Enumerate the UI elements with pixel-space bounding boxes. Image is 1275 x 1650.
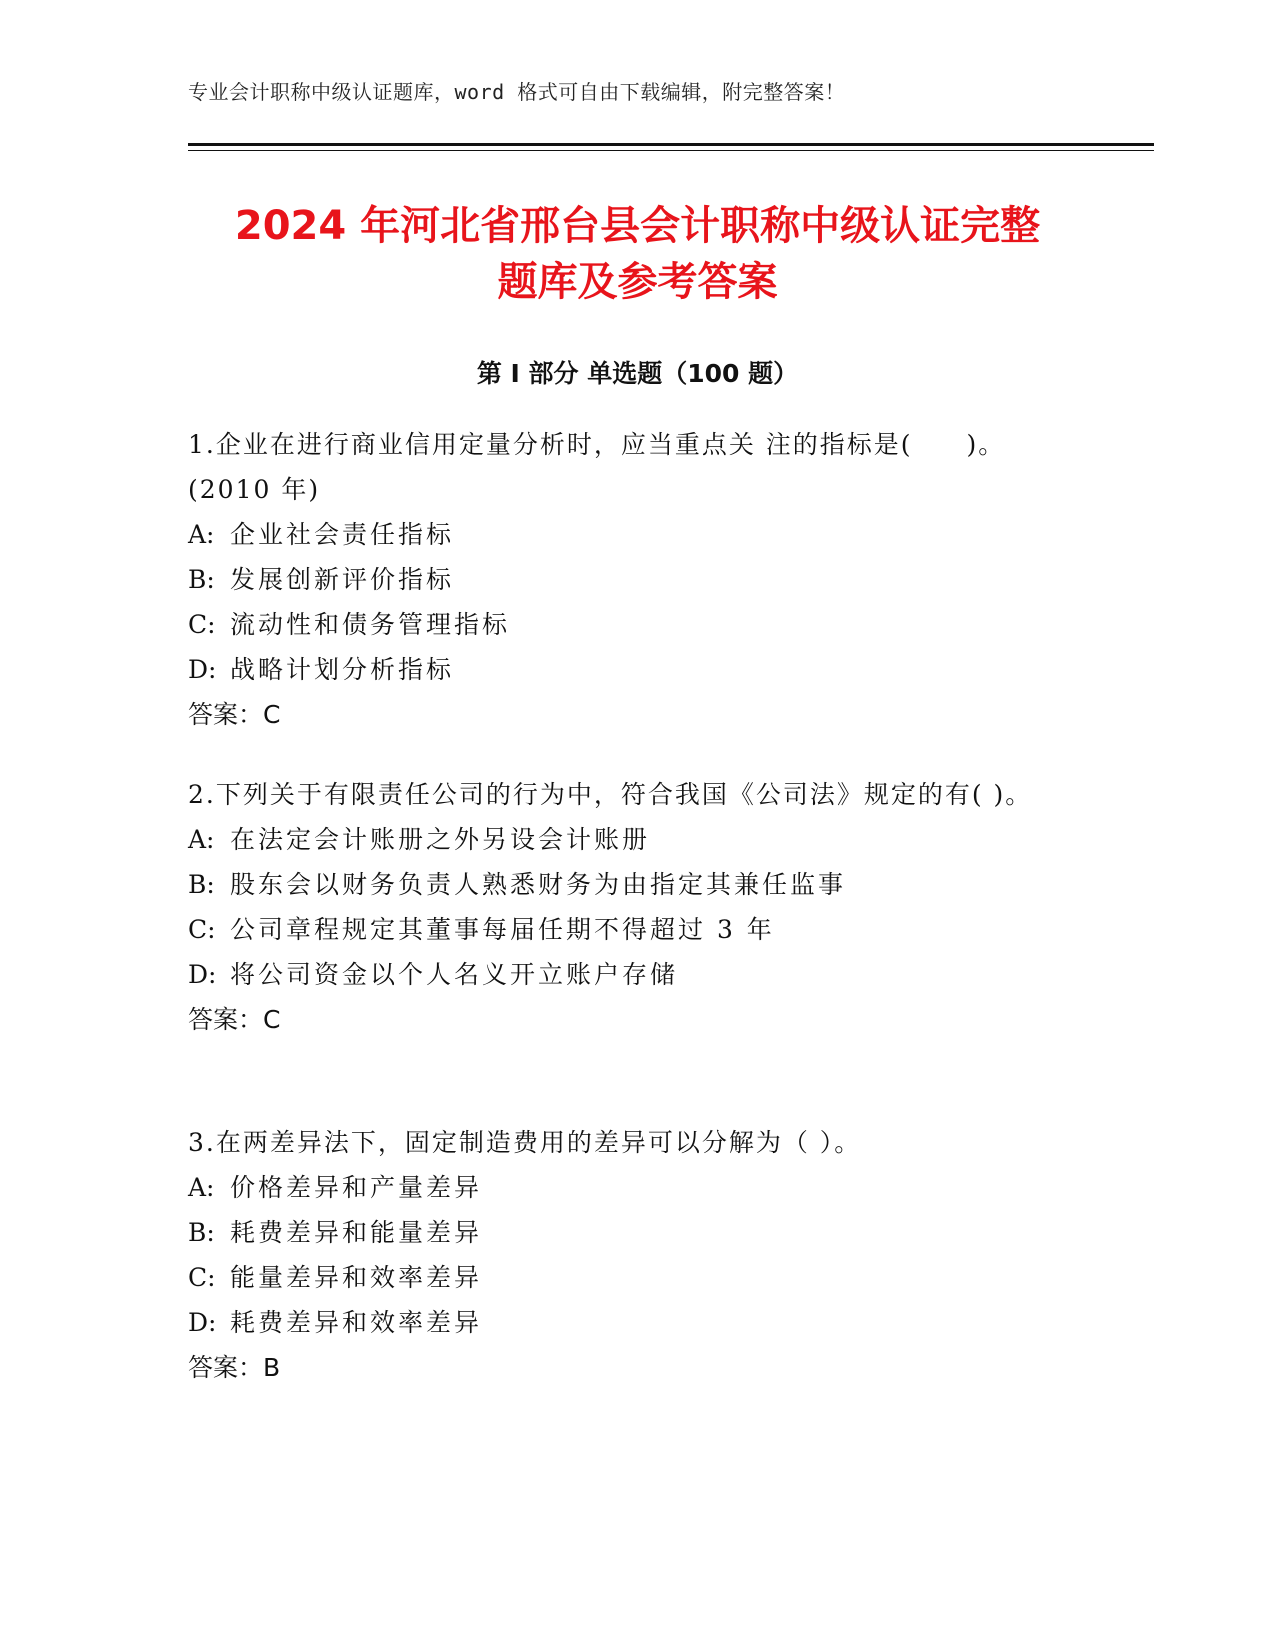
question-1 — [188, 422, 1088, 737]
option-text: 流动性和债务管理指标 — [230, 610, 511, 639]
answer-label: 答案：B — [188, 1353, 281, 1382]
option-text: 在法定会计账册之外另设会计账册 — [230, 825, 651, 854]
answer-label: 答案：C — [188, 700, 281, 729]
document-title — [160, 198, 1115, 310]
option-letter: D: — [188, 1308, 217, 1337]
option-letter: A: — [188, 520, 215, 549]
option-letter: D: — [188, 960, 217, 989]
header-note: 专业会计职称中级认证题库，word 格式可自由下载编辑，附完整答案！ — [188, 80, 846, 104]
option-b — [188, 1210, 1088, 1255]
option-a — [188, 817, 1088, 862]
question-stem: 3.在两差异法下，固定制造费用的差异可以分解为（ ）。 — [188, 1128, 862, 1157]
option-d — [188, 647, 1088, 692]
header-divider-thick — [188, 143, 1154, 146]
question-stem: 2.下列关于有限责任公司的行为中，符合我国《公司法》规定的有( )。 — [188, 780, 1033, 809]
document-title-line-1: 2024 年河北省邢台县会计职称中级认证完整 — [234, 203, 1041, 249]
section-heading: 第 I 部分 单选题（100 题） — [476, 359, 799, 388]
option-letter: B: — [188, 1218, 215, 1247]
option-letter: D: — [188, 655, 217, 684]
option-letter: B: — [188, 565, 215, 594]
option-text: 耗费差异和能量差异 — [230, 1218, 483, 1247]
option-d — [188, 952, 1088, 997]
answer-label: 答案：C — [188, 1005, 281, 1034]
option-text: 企业社会责任指标 — [230, 520, 455, 549]
option-letter: C: — [188, 610, 216, 639]
option-b — [188, 862, 1088, 907]
option-text: 公司章程规定其董事每届任期不得超过 3 年 — [230, 915, 775, 944]
option-text: 耗费差异和效率差异 — [230, 1308, 483, 1337]
option-text: 发展创新评价指标 — [230, 565, 455, 594]
option-letter: A: — [188, 1173, 215, 1202]
question-3 — [188, 1120, 1088, 1390]
option-letter: A: — [188, 825, 215, 854]
option-letter: B: — [188, 870, 215, 899]
option-text: 股东会以财务负责人熟悉财务为由指定其兼任监事 — [230, 870, 847, 899]
question-stem: 1.企业在进行商业信用定量分析时，应当重点关 注的指标是( )。(2010 年) — [188, 430, 1006, 504]
option-text: 将公司资金以个人名义开立账户存储 — [230, 960, 679, 989]
option-a — [188, 1165, 1088, 1210]
option-d — [188, 1300, 1088, 1345]
option-b — [188, 557, 1088, 602]
question-2 — [188, 772, 1088, 1042]
option-c — [188, 1255, 1088, 1300]
option-c — [188, 907, 1088, 952]
option-text: 价格差异和产量差异 — [230, 1173, 483, 1202]
document-title-line-2: 题库及参考答案 — [497, 259, 778, 305]
option-text: 能量差异和效率差异 — [230, 1263, 483, 1292]
option-letter: C: — [188, 915, 216, 944]
option-letter: C: — [188, 1263, 216, 1292]
option-a — [188, 512, 1088, 557]
option-c — [188, 602, 1088, 647]
header-divider-thin — [188, 150, 1154, 151]
option-text: 战略计划分析指标 — [230, 655, 455, 684]
